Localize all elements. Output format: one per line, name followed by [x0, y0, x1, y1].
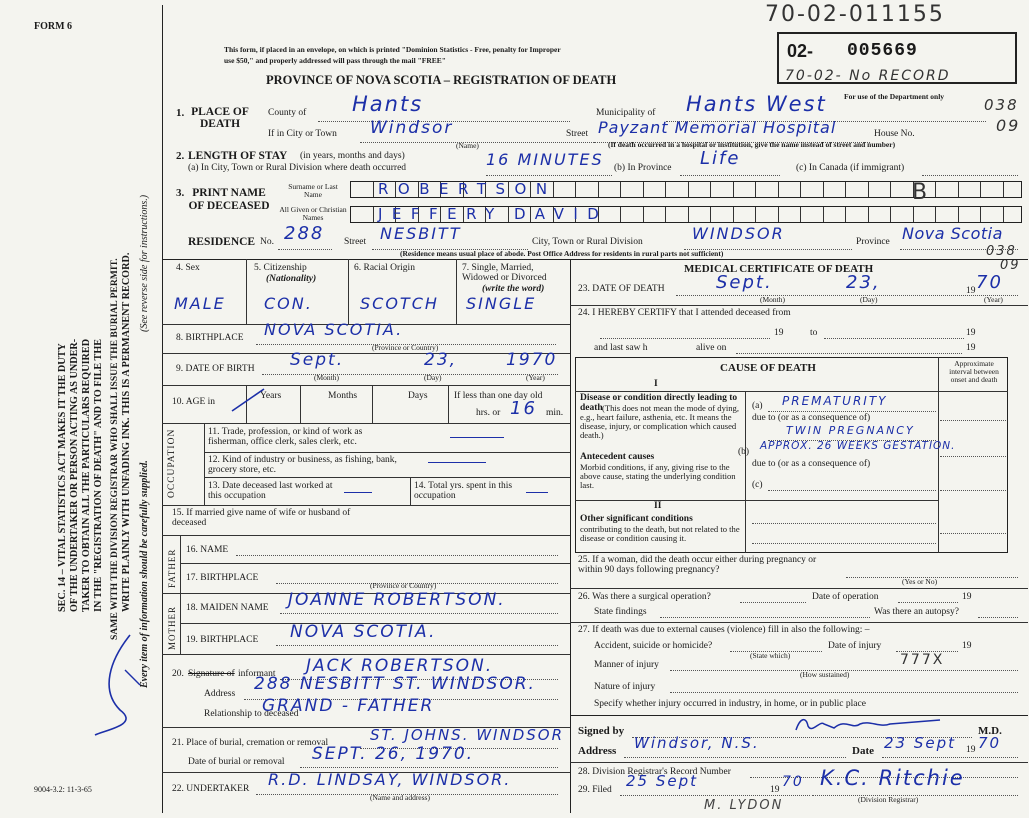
sex-value: MALE — [174, 294, 226, 313]
age-label: 10. AGE in — [172, 397, 216, 407]
relationship-value: GRAND - FATHER — [262, 696, 435, 716]
residence-code-1: 038 — [986, 244, 1017, 259]
interval-other — [940, 533, 1006, 534]
certify-19b: 19 — [966, 328, 976, 338]
due-value: TWIN PREGNANCY — [786, 424, 915, 437]
sig-year: 70 — [978, 734, 1002, 752]
house-label: House No. — [874, 129, 915, 139]
residence-province: Nova Scotia — [902, 224, 1003, 243]
cause-a: (a) — [752, 401, 763, 411]
residence-city: WINDSOR — [692, 224, 785, 243]
residence-city-label: City, Town or Rural Division — [532, 237, 643, 247]
dod-month-sub: (Month) — [760, 295, 785, 304]
stay-a-label: (a) In City, Town or Rural Division where death occurred — [188, 163, 407, 173]
part-2: II — [654, 501, 662, 511]
alive-line — [736, 353, 962, 354]
side-note-2: OF THE UNDERTAKER OR PERSON ACTING AS UNDER- — [69, 338, 80, 612]
marital-value: SINGLE — [466, 294, 537, 313]
residence-province-label: Province — [856, 237, 890, 247]
marital-sub: (write the word) — [482, 284, 545, 294]
last-saw: and last saw h — [594, 343, 648, 353]
certify-to: to — [810, 328, 818, 338]
hr-20 — [162, 654, 570, 655]
name-num: 3. — [176, 187, 185, 199]
father-prov-sub: (Province or Country) — [370, 581, 437, 590]
state-which: (State which) — [750, 651, 791, 660]
injury-date-label: Date of injury — [828, 641, 882, 651]
filed-year: 70 — [782, 774, 804, 790]
how-sub: (How sustained) — [800, 670, 850, 679]
residence-no-label: No. — [260, 237, 274, 247]
side-note-7: Every item of information should be carefully supplied. — [139, 460, 150, 688]
maiden-label: 18. MAIDEN NAME — [186, 603, 269, 613]
certify-19a: 19 — [774, 328, 784, 338]
nature-line — [670, 692, 1018, 693]
hrs-label: hrs. or — [476, 408, 501, 418]
city-value: Windsor — [370, 118, 454, 138]
dob-year: 1970 — [506, 350, 558, 370]
due-to-1: due to (or as a consequence of) — [752, 413, 871, 423]
medical-header: MEDICAL CERTIFICATE OF DEATH — [684, 263, 874, 275]
municipality-value: Hants West — [686, 92, 827, 116]
dob-month: Sept. — [290, 350, 345, 370]
q11-dash — [450, 437, 504, 438]
hr-registrar — [570, 762, 1028, 763]
part-1: I — [654, 379, 658, 389]
residence-street: NESBITT — [380, 224, 462, 243]
citizenship-sub: (Nationality) — [266, 274, 317, 284]
dod-year-prefix: 19 — [966, 286, 976, 296]
q26-label: 26. Was there a surgical operation? — [578, 592, 711, 602]
dob-month-sub: (Month) — [314, 373, 339, 382]
hr-24 — [570, 305, 1028, 306]
file-number: 70-02-011155 — [765, 2, 945, 27]
sig-date-line — [882, 757, 1018, 758]
cause-c: (c) — [752, 480, 763, 490]
interval-c — [940, 490, 1006, 491]
racial-label: 6. Racial Origin — [354, 263, 415, 273]
stay-label: LENGTH OF STAY — [188, 150, 288, 162]
dod-day: 23, — [846, 272, 881, 293]
dod-year-sub: (Year) — [984, 295, 1003, 304]
vr-occupation — [204, 423, 205, 505]
mother-birthplace-label: 19. BIRTHPLACE — [186, 635, 259, 645]
side-note-4: IN THE "REGISTRATION OF DEATH" AND TO FILE THE — [93, 338, 104, 612]
racial-value: SCOTCH — [360, 294, 439, 313]
injury-code: 777X — [900, 652, 945, 668]
city-label: If in City or Town — [268, 129, 337, 139]
interval-b — [940, 456, 1006, 457]
vr-race — [456, 259, 457, 324]
margin-scribble — [90, 630, 150, 740]
cause-header: CAUSE OF DEATH — [720, 362, 816, 374]
filed-date: 25 Sept — [626, 772, 699, 790]
q27-label: 27. If death was due to external causes (violence) fill in also the following: – — [578, 625, 870, 635]
no-record-note: 70-02- No RECORD — [785, 68, 951, 84]
side-note-3: TAKER TO OBTAIN ALL THE PARTICULARS REQUIRED — [81, 338, 92, 612]
hr-15 — [162, 505, 570, 506]
q28-label: 28. Division Registrar's Record Number — [578, 767, 731, 777]
hr-16 — [162, 535, 570, 536]
street-label: Street — [566, 129, 589, 139]
sig-date: 23 Sept — [884, 734, 957, 752]
marital-label: 7. Single, Married, Widowed or Divorced — [462, 263, 547, 283]
maiden-value: JOANNE ROBERTSON. — [288, 590, 506, 610]
mother-side: MOTHER — [167, 606, 177, 650]
q26-line — [740, 602, 806, 603]
registrar-sub: (Division Registrar) — [858, 795, 919, 804]
vr-parents — [180, 535, 181, 654]
birthplace-sub: (Province or Country) — [372, 343, 439, 352]
sig-address: Windsor, N.S. — [634, 734, 760, 752]
name-sub: (Name) — [456, 141, 479, 150]
part2-rule — [575, 500, 938, 501]
stay-a-value: 16 MINUTES — [486, 150, 604, 169]
municipality-code: 038 — [984, 96, 1019, 114]
undertaker-label: 22. UNDERTAKER — [172, 784, 250, 794]
form-code: 9004-3.2: 11-3-65 — [34, 785, 92, 794]
q12-label: 12. Kind of industry or business, as fishing, bank, grocery store, etc. — [208, 455, 397, 475]
residence-label: RESIDENCE — [188, 236, 256, 248]
county-label: County of — [268, 108, 307, 118]
father-side: FATHER — [167, 548, 177, 588]
injury-19: 19 — [962, 641, 972, 651]
sig-address-line — [624, 757, 846, 758]
mail-notice-2: use $50," and properly addressed will pass through the mail "FREE" — [224, 56, 446, 65]
q11-label: 11. Trade, profession, or kind of work as fisherman, office clerk, sales clerk, etc. — [208, 427, 363, 447]
burial-place: ST. JOHNS. WINDSOR — [370, 726, 565, 744]
place-num: 1. — [176, 107, 185, 119]
sig-date-label: Date — [852, 745, 874, 757]
vr-age4 — [448, 385, 449, 423]
residence-no-line — [278, 249, 332, 250]
q13-label: 13. Date deceased last worked at this occupation — [208, 481, 333, 501]
interval-header: Approximate interval between onset and death — [949, 359, 999, 384]
nature-label: Nature of injury — [594, 682, 656, 692]
relationship-label: Relationship to deceased — [204, 709, 299, 719]
inf-address: 288 NESBITT ST. WINDSOR. — [254, 674, 536, 694]
dept-use-note: For use of the Department only — [844, 92, 945, 101]
dod-label: 23. DATE OF DEATH — [578, 284, 665, 294]
other-line-2 — [752, 543, 936, 544]
specify-label: Specify whether injury occurred in industry, in home, or in public place — [594, 699, 866, 709]
sig-address-label: Address — [578, 745, 617, 757]
due-to-2: due to (or as a consequence of) — [752, 459, 871, 469]
dob-label: 9. DATE OF BIRTH — [176, 364, 255, 374]
given-name-1: JEFFERY — [378, 205, 504, 223]
stay-c-label: (c) In Canada (if immigrant) — [796, 163, 905, 173]
antecedent-desc: Morbid conditions, if any, giving rise to the above cause, stating the underlying condition last. — [580, 462, 736, 491]
q12-dash — [428, 462, 486, 463]
dob-line — [262, 374, 558, 375]
q14-dash — [526, 492, 548, 493]
vr-center — [570, 259, 571, 813]
given-label: All Given or Christian Names — [279, 205, 347, 222]
disease-label: Disease or condition directly leading to death — [580, 393, 738, 413]
q25-label: 25. If a woman, did the death occur either during pregnancy or within 90 days following pregnancy? — [578, 555, 817, 575]
certify-from-line — [600, 338, 770, 339]
vr-age2 — [300, 385, 301, 423]
stay-b-value: Life — [700, 148, 741, 169]
hr-26 — [570, 588, 1028, 589]
manner-label: Manner of injury — [594, 660, 659, 670]
filed-year-prefix: 19 — [770, 785, 780, 795]
cause-col-divider — [745, 391, 746, 553]
residence-code-2: 09 — [1000, 258, 1021, 273]
dob-year-sub: (Year) — [526, 373, 545, 382]
accident-label: Accident, suicide or homicide? — [594, 641, 713, 651]
certify-to-line — [824, 338, 964, 339]
q29-label: 29. Filed — [578, 785, 612, 795]
dob-day-sub: (Day) — [424, 373, 442, 382]
hr-10 — [162, 385, 570, 386]
name-mark: B — [912, 180, 930, 205]
antecedent-label: Antecedent causes — [580, 452, 655, 462]
residence-note: (Residence means usual place of abode. Post Office Address for residents in rural parts not sufficient) — [400, 249, 724, 258]
burial-label: 21. Place of burial, cremation or removal — [172, 738, 329, 748]
reg-prefix: 02- — [787, 41, 814, 61]
reg-number: 005669 — [847, 41, 918, 61]
side-note-5: SAME WITH THE DIVISION REGISTRAR WHO SHALL ISSUE THE BURIAL PERMIT. — [109, 258, 120, 640]
q20-num: 20. — [172, 669, 184, 679]
occupation-side: OCCUPATION — [167, 428, 177, 498]
interval-a — [940, 420, 1006, 421]
side-note-8: (See reverse side for instructions.) — [139, 194, 150, 332]
mother-birthplace: NOVA SCOTIA. — [290, 622, 437, 642]
street-value: Payzant Memorial Hospital — [598, 118, 837, 137]
cause-a-line — [768, 411, 936, 412]
alive-19: 19 — [966, 343, 976, 353]
other-line-1 — [752, 523, 936, 524]
autopsy-label: Was there an autopsy? — [874, 607, 959, 617]
citizenship-value: CON. — [264, 294, 313, 313]
birthplace-value: NOVA SCOTIA. — [264, 320, 404, 339]
vr-citizen — [348, 259, 349, 324]
autopsy-line — [978, 617, 1018, 618]
municipality-label: Municipality of — [596, 108, 656, 118]
yes-no-sub: (Yes or No) — [902, 577, 938, 586]
house-code: 09 — [996, 116, 1021, 135]
hr-11 — [162, 423, 570, 424]
hr-12 — [204, 452, 570, 453]
burial-date: SEPT. 26, 1970. — [312, 744, 475, 764]
dod-day-sub: (Day) — [860, 295, 878, 304]
undertaker-sub: (Name and address) — [370, 793, 430, 802]
stay-a-line — [486, 175, 612, 176]
op-19: 19 — [962, 592, 972, 602]
bottom-name: M. LYDON — [704, 798, 784, 813]
form-label: FORM 6 — [34, 21, 73, 32]
hr-section-top — [162, 259, 1028, 260]
signature-struck: Signature of — [188, 669, 235, 679]
mother-birthplace-line — [276, 645, 558, 646]
sig-year-prefix: 19 — [966, 745, 976, 755]
other-label: Other significant conditions — [580, 514, 693, 524]
form-title: PROVINCE OF NOVA SCOTIA – REGISTRATION OF DEATH — [266, 73, 617, 87]
hr-17 — [180, 563, 570, 564]
informant-name: JACK ROBERTSON. — [306, 656, 494, 676]
disease-desc: (This does not mean the mode of dying, e.g., heart failure, asthenia, etc. It means the disease, injury, or complication which caused death.) — [580, 403, 739, 441]
father-name-label: 16. NAME — [186, 545, 229, 555]
birthplace-label: 8. BIRTHPLACE — [176, 333, 244, 343]
cause-interval-divider — [938, 357, 939, 553]
surname-value: ROBERTSON — [378, 180, 557, 198]
name-label: PRINT NAME OF DECEASED — [188, 187, 270, 212]
op-date-line — [898, 602, 958, 603]
registrar-name: K.C. Ritchie — [820, 766, 965, 790]
q15-label: 15. If married give name of wife or husband of deceased — [172, 508, 351, 528]
hospital-note: (If death occurred in a hospital or institution, give the name instead of street and number) — [608, 140, 896, 149]
residence-no: 288 — [284, 223, 325, 244]
op-date-label: Date of operation — [812, 592, 879, 602]
lt-day-label: If less than one day old — [454, 391, 543, 401]
age-months: Months — [328, 391, 358, 401]
stay-num: 2. — [176, 150, 185, 162]
findings-line — [660, 617, 870, 618]
alive-on: alive on — [696, 343, 727, 353]
q14-label: 14. Total yrs. spent in this occupation — [414, 481, 513, 501]
father-birthplace-label: 17. BIRTHPLACE — [186, 573, 259, 583]
other-desc: contributing to the death, but not related to the disease or condition causing it. — [580, 524, 740, 544]
age-days: Days — [408, 391, 428, 401]
undertaker-value: R.D. LINDSAY, WINDSOR. — [268, 770, 512, 789]
informant-label: informant — [238, 669, 276, 679]
place-label: PLACE OF DEATH — [191, 106, 249, 131]
md-label: M.D. — [978, 725, 1002, 737]
county-value: Hants — [352, 92, 424, 116]
dod-year: 70 — [976, 272, 1003, 293]
father-name-line — [236, 555, 558, 556]
surname-label: Surname or Last Name — [288, 182, 338, 199]
citizenship-label: 5. Citizenship — [254, 263, 307, 273]
stay-sub: (in years, months and days) — [300, 151, 405, 161]
dob-day: 23, — [424, 350, 458, 370]
age-slash — [230, 385, 268, 415]
cause-c-line — [768, 490, 936, 491]
side-note-6: WRITE PLAINLY WITH UNFADING INK. THIS IS A PERMANENT RECORD. — [121, 252, 132, 612]
stay-c-line — [922, 175, 1018, 176]
stay-b-line — [680, 175, 780, 176]
vr-sex — [246, 259, 247, 324]
cause-b-value: APPROX. 26 WEEKS GESTATION. — [760, 440, 956, 452]
hr-13 — [204, 477, 570, 478]
maiden-line — [280, 613, 558, 614]
signed-label: Signed by — [578, 725, 625, 737]
min-label: min. — [546, 408, 564, 418]
hr-27 — [570, 622, 1028, 623]
findings-label: State findings — [594, 607, 647, 617]
left-frame — [162, 5, 163, 813]
burial-date-line — [300, 767, 558, 768]
mail-notice-1: This form, if placed in an envelope, on which is printed "Dominion Statistics - Free, penalty for Improper — [224, 45, 561, 54]
stay-b-label: (b) In Province — [614, 163, 672, 173]
sex-label: 4. Sex — [176, 263, 200, 273]
certify-label: 24. I HEREBY CERTIFY that I attended deceased from — [578, 308, 791, 318]
residence-street-label: Street — [344, 237, 367, 247]
min-value: 16 — [510, 398, 537, 419]
inf-address-label: Address — [204, 689, 236, 699]
vr-age3 — [372, 385, 373, 423]
filed-line — [620, 795, 810, 796]
cause-a-value: PREMATURITY — [782, 394, 888, 408]
burial-date-label: Date of burial or removal — [188, 757, 285, 767]
cause-b: (b) — [738, 447, 750, 457]
side-note-1: SEC. 14 – VITAL STATISTICS ACT MAKES IT THE DUTY — [57, 343, 68, 612]
q13-dash — [344, 492, 372, 493]
dod-month: Sept. — [716, 272, 773, 293]
given-name-2: DAVID — [514, 205, 609, 223]
vr-14 — [410, 477, 411, 505]
cause-header-rule — [575, 391, 1008, 392]
age-years: Years — [260, 391, 282, 401]
